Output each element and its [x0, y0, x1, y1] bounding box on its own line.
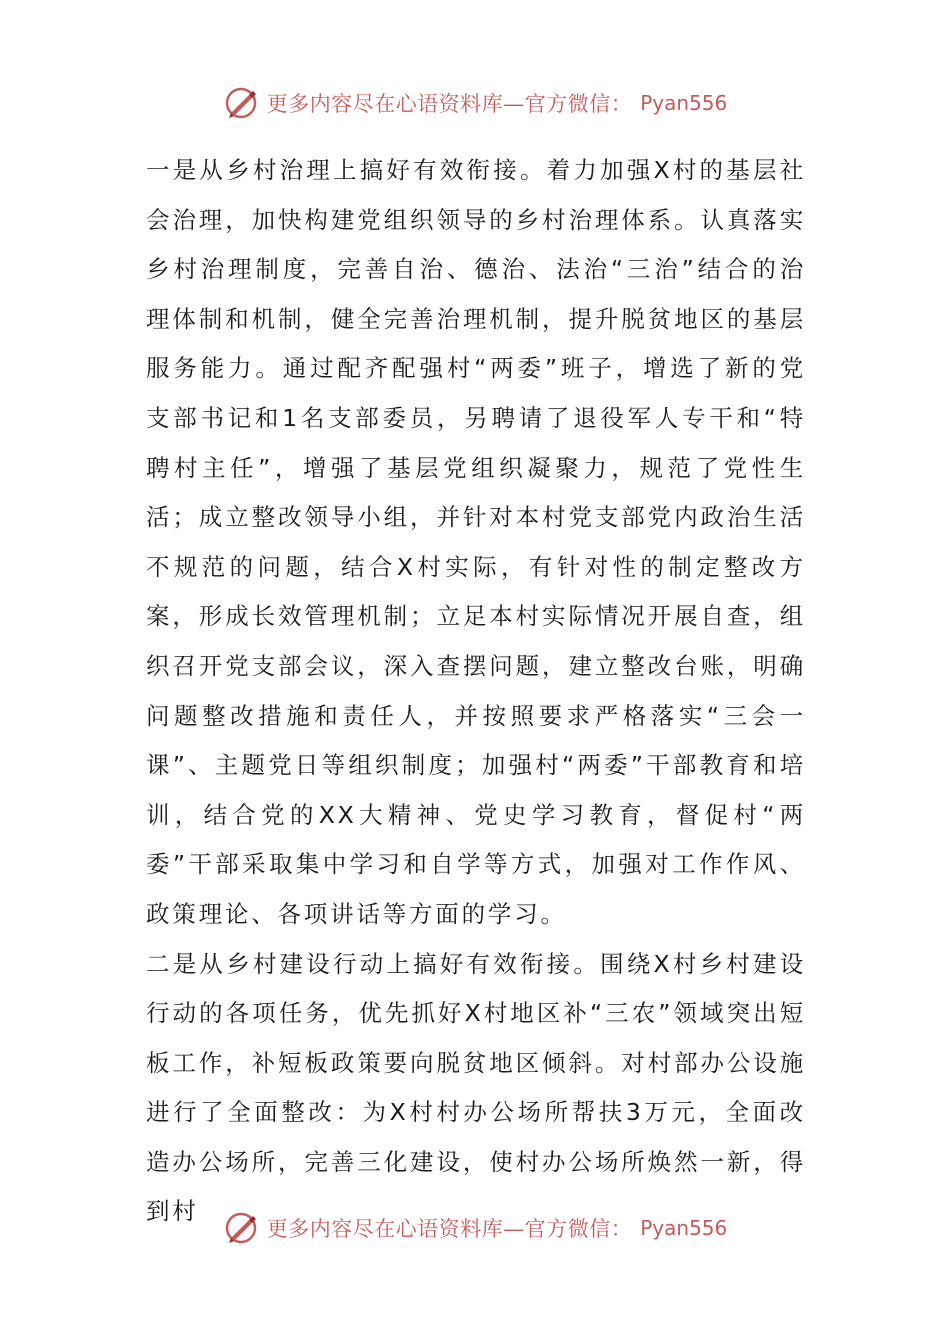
- watermark-handle: Pyan556: [640, 1216, 728, 1240]
- document-body: [146, 146, 806, 1237]
- watermark-header: [0, 83, 950, 123]
- watermark-footer: [0, 1208, 950, 1248]
- paragraph-2: 二是从乡村建设行动上搞好有效衔接。围绕X村乡村建设行动的各项任务，优先抓好X村地区补“三农”领域突出短板工作，补短板政策要向脱贫地区倾斜。对村部办公设施进行了全面整改：为X村村办公场所帮扶3万元，全面改造办公场所，完善三化建设，使村办公场所焕然一新，得到村: [146, 949, 806, 1226]
- watermark-text: 更多内容尽在心语资料库—官方微信：: [266, 92, 633, 116]
- paragraph-1: 一是从乡村治理上搞好有效衔接。着力加强X村的基层社会治理，加快构建党组织领导的乡村治理体系。认真落实乡村治理制度，完善自治、德治、法治“三治”结合的治理体制和机制，健全完善治理机制，提升脱贫地区的基层服务能力。通过配齐配强村“两委”班子，增选了新的党支部书记和1名支部委员，另聘请了退役军人专干和“特聘村主任”，增强了基层党组织凝聚力，规范了党性生活；成立整改领导小组，并针对本村党支部党内政治生活不规范的问题，结合X村实际，有针对性的制定整改方案，形成长效管理机制；立足本村实际情况开展自查，组织召开党支部会议，深入查摆问题，建立整改台账，明确问题整改措施和责任人，并按照要求严格落实“三会一课”、主题党日等组织制度；加强村“两委”干部教育和培训，结合党的XX大精神、党史学习教育，督促村“两委”干部采取集中学习和自学等方式，加强对工作作风、政策理论、各项讲话等方面的学习。: [146, 156, 806, 928]
- pen-logo-icon: [223, 85, 259, 121]
- pen-logo-icon: [223, 1210, 259, 1246]
- watermark-text: 更多内容尽在心语资料库—官方微信：: [266, 1217, 633, 1241]
- watermark-handle: Pyan556: [640, 91, 728, 115]
